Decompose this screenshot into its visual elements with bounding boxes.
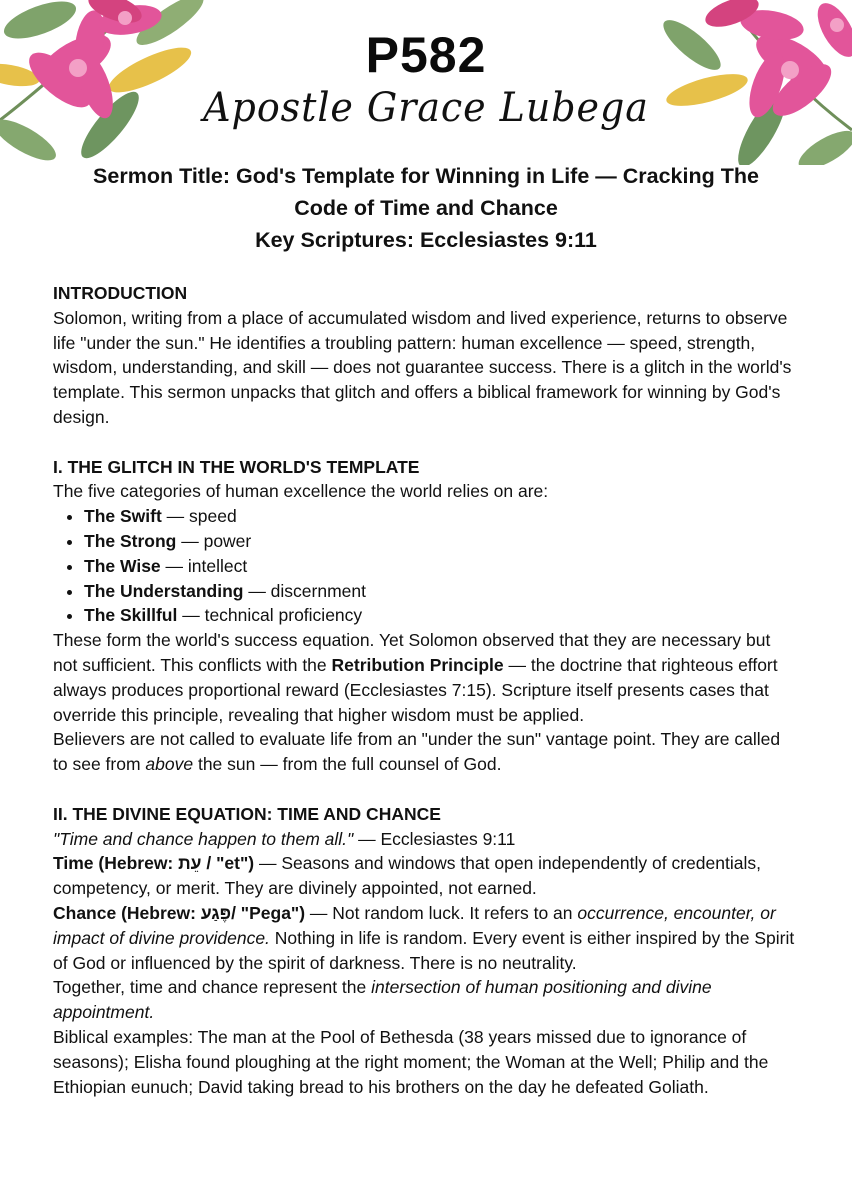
sermon-body bbox=[53, 281, 798, 1099]
title-block bbox=[30, 160, 822, 256]
excellence-list bbox=[53, 504, 798, 628]
time-definition: Time (Hebrew: עֵת / "et") — Seasons and windows that open independently of credentials, competency, or merit. They are divinely appointed, not earned. bbox=[53, 853, 761, 899]
sermon-title-line2: Code of Time and Chance bbox=[294, 196, 558, 220]
author-signature: Apostle Grace Lubega bbox=[203, 85, 649, 131]
list-item: • The Skillful — technical proficiency bbox=[84, 603, 798, 628]
section2-heading: II. THE DIVINE EQUATION: TIME AND CHANCE bbox=[53, 803, 441, 824]
section1-lead: The five categories of human excellence the world relies on are: bbox=[53, 481, 549, 502]
biblical-examples: Biblical examples: The man at the Pool of Bethesda (38 years missed due to ignorance of seasons); Elisha found ploughing at the right moment; the Woman at the Well; Philip and the Ethiopian eunuch; David taking bread to his brothers on the day he defeated Goliath. bbox=[53, 1026, 769, 1097]
list-item: • The Understanding — discernment bbox=[84, 579, 798, 604]
intro-heading: INTRODUCTION bbox=[53, 283, 188, 303]
scripture-quote: "Time and chance happen to them all." — Ecclesiastes 9:11 bbox=[53, 828, 516, 849]
list-item: • The Strong — power bbox=[84, 529, 798, 554]
section1-paragraph1: These form the world's success equation. Yet Solomon observed that they are necessary but not sufficient. This conflicts with the Retribution Principle — the doctrine that righteous effort always produces proportional reward (Ecclesiastes 7:15). Scripture itself presents cases that override this principle, revealing that higher wisdom must be applied. bbox=[53, 630, 778, 725]
chance-definition: Chance (Hebrew: פֶּגַע/ "Pega") — Not random luck. It refers to an occurrence, encounter, or impact of divine providence. Nothing in life is random. Every event is either inspired by the Spirit of God or influenced by the spirit of darkness. There is no neutrality. bbox=[53, 902, 795, 973]
intro-paragraph: Solomon, writing from a place of accumulated wisdom and lived experience, returns to observe life "under the sun." He identifies a troubling pattern: human excellence — speed, strength, wisdom, understanding, and skill — does not guarantee success. There is a glitch in the world's template. This sermon unpacks that glitch and offers a biblical framework for winning by God's design. bbox=[53, 307, 792, 427]
key-scriptures: Key Scriptures: Ecclesiastes 9:11 bbox=[255, 228, 597, 252]
together-paragraph: Together, time and chance represent the intersection of human positioning and divine appointment. bbox=[53, 977, 712, 1023]
list-item: • The Wise — intellect bbox=[84, 554, 798, 579]
sermon-code: P582 bbox=[365, 27, 487, 83]
section1-heading: I. THE GLITCH IN THE WORLD'S TEMPLATE bbox=[53, 456, 420, 477]
section1-paragraph2: Believers are not called to evaluate life from an "under the sun" vantage point. They are called to see from above the sun — from the full counsel of God. bbox=[53, 729, 781, 775]
sermon-title-line1: Sermon Title: God's Template for Winning in Life — Cracking The bbox=[93, 164, 759, 188]
list-item: • The Swift — speed bbox=[84, 504, 798, 529]
